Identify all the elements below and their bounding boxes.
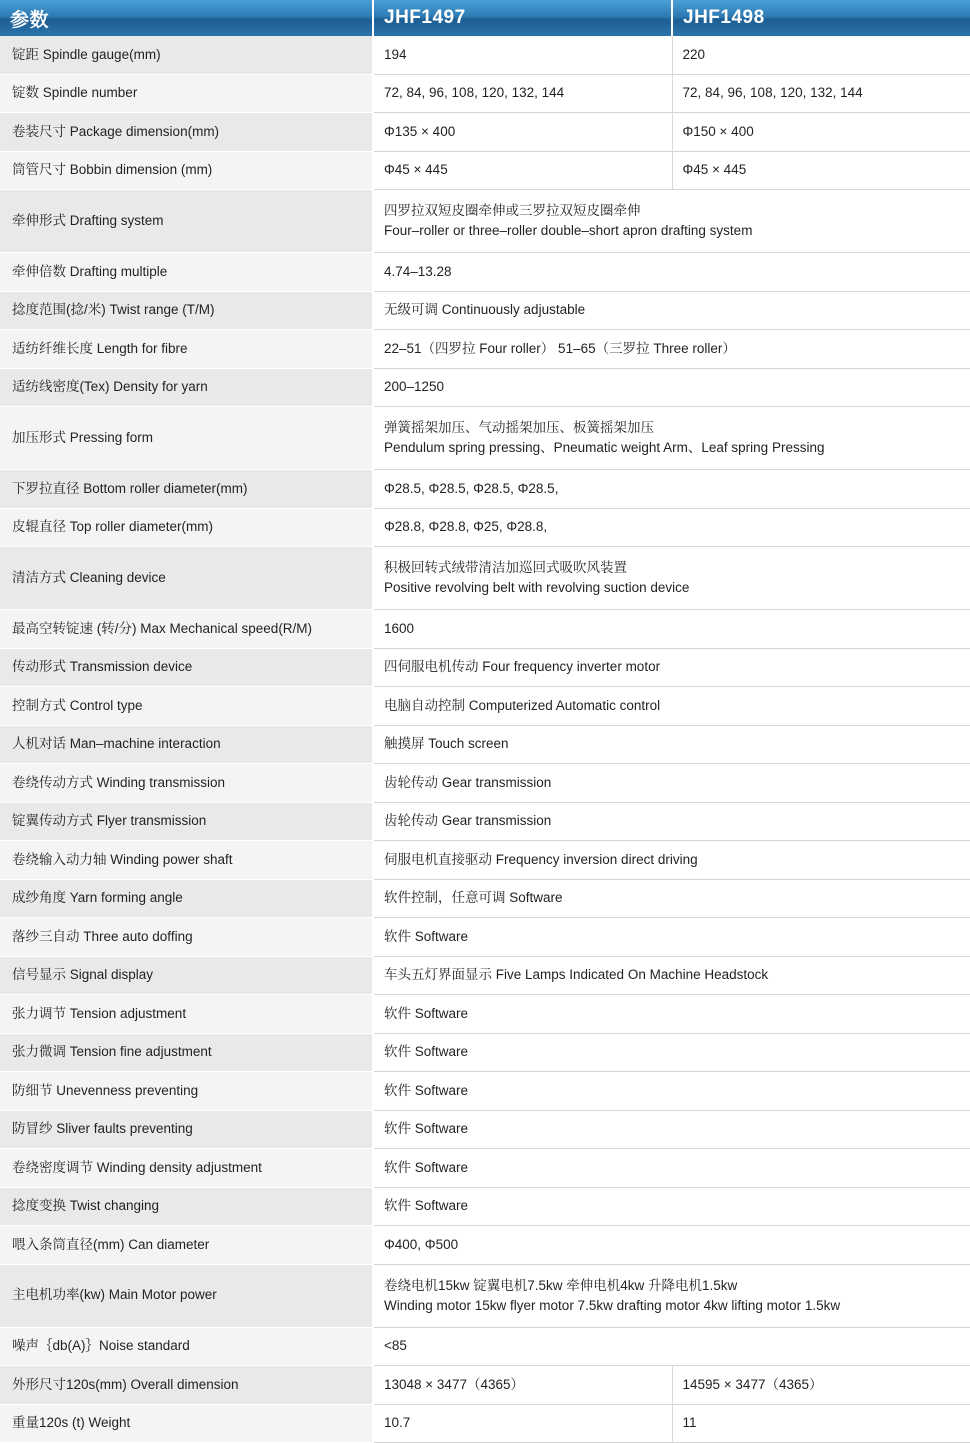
parameter-label: 防细节 Unevenness preventing — [0, 1072, 373, 1111]
parameter-label: 最高空转锭速 (转/分) Max Mechanical speed(R/M) — [0, 610, 373, 649]
value-model-1: 72, 84, 96, 108, 120, 132, 144 — [373, 74, 672, 113]
table-row — [0, 113, 970, 152]
table-body — [0, 36, 970, 1443]
table-row — [0, 74, 970, 113]
value-shared — [373, 291, 970, 330]
value-shared — [373, 764, 970, 803]
table-row — [0, 1110, 970, 1149]
value-shared — [373, 508, 970, 547]
parameter-label: 噪声｛db(A)｝Noise standard — [0, 1327, 373, 1366]
table-header-row — [0, 0, 970, 36]
table-row — [0, 841, 970, 880]
header-model-2: JHF1498 — [672, 0, 970, 36]
parameter-label: 重量120s (t) Weight — [0, 1404, 373, 1443]
value-shared — [373, 879, 970, 918]
value-shared — [373, 1187, 970, 1226]
value-line-cn: 软件控制，任意可调 Software — [384, 890, 563, 906]
table-row — [0, 368, 970, 407]
table-row — [0, 508, 970, 547]
parameter-label: 卷装尺寸 Package dimension(mm) — [0, 113, 373, 152]
value-model-2: Φ45 × 445 — [672, 151, 970, 190]
table-row — [0, 547, 970, 610]
value-line-cn: 软件 Software — [384, 1082, 469, 1098]
table-row — [0, 330, 970, 369]
value-shared — [373, 470, 970, 509]
value-line-cn: 积极回转式绒带清洁加巡回式吸吹风装置 — [384, 560, 627, 576]
value-model-1: 13048 × 3477（4365） — [373, 1366, 672, 1405]
value-line-cn: 4.74–13.28 — [384, 263, 452, 279]
parameter-label: 锭翼传动方式 Flyer transmission — [0, 802, 373, 841]
table-row — [0, 1072, 970, 1111]
value-shared — [373, 407, 970, 470]
parameter-label: 控制方式 Control type — [0, 687, 373, 726]
value-line-cn: 软件 Software — [384, 928, 469, 944]
table-row — [0, 1366, 970, 1405]
value-line-cn: 200–1250 — [384, 379, 445, 395]
value-shared — [373, 547, 970, 610]
value-shared — [373, 368, 970, 407]
parameter-label: 卷绕传动方式 Winding transmission — [0, 764, 373, 803]
parameter-label: 适纺纤维长度 Length for fibre — [0, 330, 373, 369]
value-shared — [373, 725, 970, 764]
value-shared — [373, 330, 970, 369]
value-line-cn: 软件 Software — [384, 1159, 469, 1175]
table-row — [0, 764, 970, 803]
value-line-cn: 软件 Software — [384, 1198, 469, 1214]
value-line-cn: 齿轮传动 Gear transmission — [384, 813, 552, 829]
value-model-2: 72, 84, 96, 108, 120, 132, 144 — [672, 74, 970, 113]
table-row — [0, 407, 970, 470]
value-shared — [373, 190, 970, 253]
parameter-label: 锭距 Spindle gauge(mm) — [0, 36, 373, 74]
table-row — [0, 1033, 970, 1072]
value-line-cn: 四伺服电机传动 Four frequency inverter motor — [384, 659, 661, 675]
table-row — [0, 995, 970, 1034]
value-line-en: Pendulum spring pressing、Pneumatic weight Arm、Leaf spring Pressing — [384, 440, 825, 455]
header-parameter: 参数 — [0, 0, 373, 36]
value-model-1: 10.7 — [373, 1404, 672, 1443]
table-row — [0, 151, 970, 190]
parameter-label: 皮辊直径 Top roller diameter(mm) — [0, 508, 373, 547]
value-shared — [373, 956, 970, 995]
parameter-label: 牵伸倍数 Drafting multiple — [0, 253, 373, 292]
value-shared — [373, 995, 970, 1034]
table-row — [0, 291, 970, 330]
table-row — [0, 956, 970, 995]
parameter-label: 卷绕密度调节 Winding density adjustment — [0, 1149, 373, 1188]
value-model-2: 11 — [672, 1404, 970, 1443]
parameter-label: 人机对话 Man–machine interaction — [0, 725, 373, 764]
table-row — [0, 610, 970, 649]
parameter-label: 适纺线密度(Tex) Density for yarn — [0, 368, 373, 407]
value-line-cn: Φ28.8, Φ28.8, Φ25, Φ28.8, — [384, 519, 548, 535]
value-model-1: 194 — [373, 36, 672, 74]
value-model-2: 14595 × 3477（4365） — [672, 1366, 970, 1405]
value-line-en: Four–roller or three–roller double–short apron drafting system — [384, 223, 753, 238]
value-shared — [373, 253, 970, 292]
table-row — [0, 36, 970, 74]
value-line-cn: 软件 Software — [384, 1005, 469, 1021]
value-shared — [373, 1033, 970, 1072]
value-line-cn: 软件 Software — [384, 1121, 469, 1137]
value-line-en: Positive revolving belt with revolving suction device — [384, 580, 690, 595]
value-line-cn: 弹簧摇架加压、气动摇架加压、板簧摇架加压 — [384, 420, 654, 436]
table-row — [0, 1187, 970, 1226]
table-row — [0, 802, 970, 841]
value-shared — [373, 687, 970, 726]
parameter-label: 喂入条筒直径(mm) Can diameter — [0, 1226, 373, 1265]
table-row — [0, 725, 970, 764]
table-row — [0, 1327, 970, 1366]
table-row — [0, 918, 970, 957]
value-shared — [373, 841, 970, 880]
table-row — [0, 1264, 970, 1327]
parameter-label: 主电机功率(kw) Main Motor power — [0, 1264, 373, 1327]
value-shared — [373, 802, 970, 841]
value-shared — [373, 918, 970, 957]
value-shared — [373, 1110, 970, 1149]
parameter-label: 传动形式 Transmission device — [0, 648, 373, 687]
value-line-en: Winding motor 15kw flyer motor 7.5kw drafting motor 4kw lifting motor 1.5kw — [384, 1297, 841, 1313]
parameter-label: 筒管尺寸 Bobbin dimension (mm) — [0, 151, 373, 190]
value-line-cn: 22–51（四罗拉 Four roller） 51–65（三罗拉 Three roller） — [384, 340, 736, 356]
table-row — [0, 253, 970, 292]
parameter-label: 成纱角度 Yarn forming angle — [0, 879, 373, 918]
value-line-cn: 触摸屏 Touch screen — [384, 736, 509, 752]
header-model-1: JHF1497 — [373, 0, 672, 36]
parameter-label: 清洁方式 Cleaning device — [0, 547, 373, 610]
value-line-cn: 四罗拉双短皮圈牵伸或三罗拉双短皮圈牵伸 — [384, 203, 641, 219]
value-line-cn: Φ28.5, Φ28.5, Φ28.5, Φ28.5, — [384, 480, 559, 496]
parameter-label: 捻度变换 Twist changing — [0, 1187, 373, 1226]
value-shared — [373, 1264, 970, 1327]
value-shared — [373, 648, 970, 687]
parameter-label: 锭数 Spindle number — [0, 74, 373, 113]
value-model-1: Φ135 × 400 — [373, 113, 672, 152]
value-line-cn: 车头五灯界面显示 Five Lamps Indicated On Machine Headstock — [384, 967, 769, 983]
value-line-cn: Φ400, Φ500 — [384, 1236, 459, 1252]
parameter-label: 卷绕输入动力轴 Winding power shaft — [0, 841, 373, 880]
value-line-cn: 软件 Software — [384, 1044, 469, 1060]
value-line-cn: 1600 — [384, 620, 415, 636]
table-row — [0, 648, 970, 687]
parameter-label: 牵伸形式 Drafting system — [0, 190, 373, 253]
value-line-cn: 电脑自动控制 Computerized Automatic control — [384, 697, 661, 713]
parameter-label: 防冒纱 Sliver faults preventing — [0, 1110, 373, 1149]
value-line-cn: 无级可调 Continuously adjustable — [384, 302, 586, 318]
table-row — [0, 879, 970, 918]
value-model-2: Φ150 × 400 — [672, 113, 970, 152]
value-shared — [373, 1149, 970, 1188]
parameter-label: 外形尺寸120s(mm) Overall dimension — [0, 1366, 373, 1405]
value-line-cn: 伺服电机直接驱动 Frequency inversion direct driving — [384, 851, 698, 867]
table-row — [0, 470, 970, 509]
table-row — [0, 1404, 970, 1443]
value-shared — [373, 1226, 970, 1265]
parameter-label: 加压形式 Pressing form — [0, 407, 373, 470]
parameter-label: 捻度范围(捻/米) Twist range (T/M) — [0, 291, 373, 330]
table-row — [0, 1226, 970, 1265]
parameter-label: 张力调节 Tension adjustment — [0, 995, 373, 1034]
value-shared — [373, 1327, 970, 1366]
value-model-1: Φ45 × 445 — [373, 151, 672, 190]
parameter-label: 下罗拉直径 Bottom roller diameter(mm) — [0, 470, 373, 509]
value-line-cn: 卷绕电机15kw 锭翼电机7.5kw 牵伸电机4kw 升降电机1.5kw — [384, 1277, 738, 1293]
parameter-label: 落纱三自动 Three auto doffing — [0, 918, 373, 957]
value-line-cn: 齿轮传动 Gear transmission — [384, 774, 552, 790]
value-line-cn: <85 — [384, 1338, 407, 1354]
table-row — [0, 1149, 970, 1188]
value-model-2: 220 — [672, 36, 970, 74]
parameter-label: 张力微调 Tension fine adjustment — [0, 1033, 373, 1072]
value-shared — [373, 610, 970, 649]
parameter-label: 信号显示 Signal display — [0, 956, 373, 995]
value-shared — [373, 1072, 970, 1111]
table-row — [0, 190, 970, 253]
table-row — [0, 687, 970, 726]
